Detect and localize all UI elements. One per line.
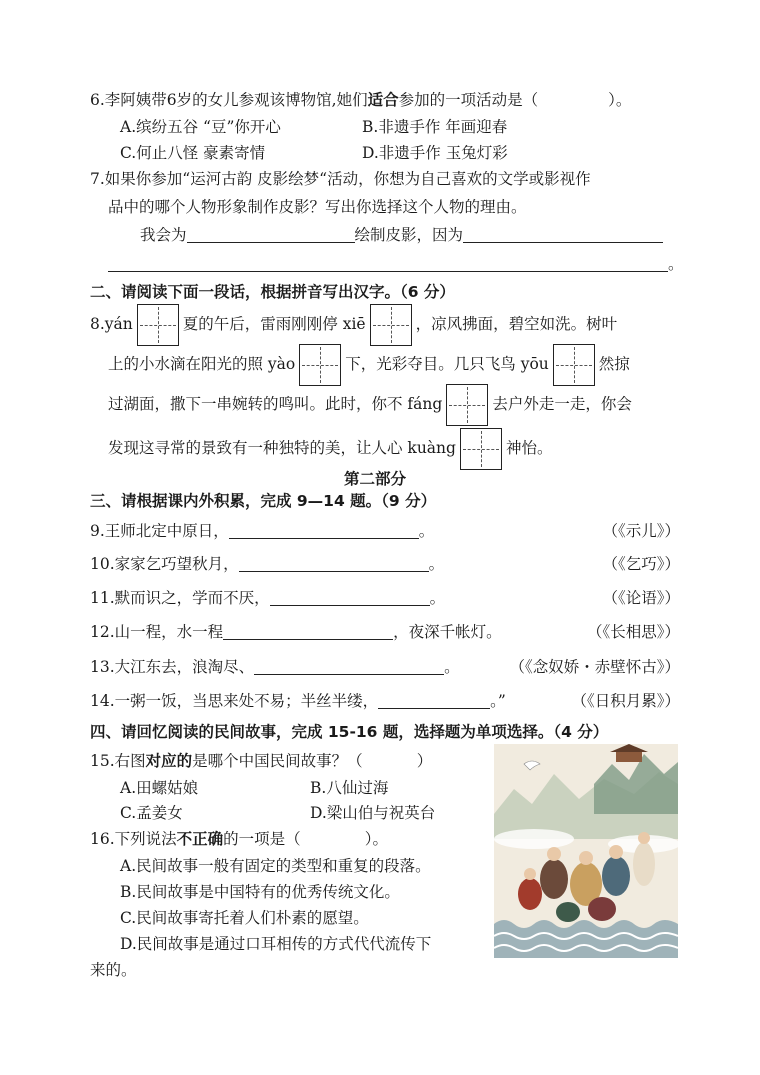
folk-story-illustration [494, 744, 678, 958]
q8-row2: 上的小水滴在阳光的照 yào 下，光彩夺目。几只飞鸟 yōu 然掠 [108, 344, 630, 386]
q8-box-5[interactable] [446, 384, 488, 426]
q8-row4: 发现这寻常的景致有一种独特的美，让人心 kuàng 神怡。 [108, 428, 552, 470]
q13-source: （《念奴娇・赤壁怀古》） [509, 658, 680, 676]
section2-title: 二、请阅读下面一段话，根据拼音写出汉字。（6 分） [90, 283, 455, 301]
q10-blank[interactable] [239, 570, 429, 572]
q11-source: （《论语》） [602, 589, 680, 607]
q6-option-a: A.缤纷五谷 “豆”你开心 [120, 118, 281, 136]
q6-option-b: B.非遗手作 年画迎春 [362, 118, 508, 136]
q8-row3: 过湖面，撒下一串婉转的鸣叫。此时，你不 fáng 去户外走一走，你会 [108, 384, 632, 426]
q8-box-3[interactable] [299, 344, 341, 386]
q11-blank[interactable] [270, 604, 430, 606]
q16-option-b: B.民间故事是中国特有的优秀传统文化。 [120, 883, 400, 901]
q9-source: （《示儿》） [602, 522, 680, 540]
q7-line1: 7.如果你参加“运河古韵 皮影绘梦“活动，你想为自己喜欢的文学或影视作 [90, 170, 591, 188]
q12: 12.山一程，水一程 ，夜深千帐灯。 [90, 623, 502, 641]
q9-blank[interactable] [229, 537, 419, 539]
q8-box-6[interactable] [460, 428, 502, 470]
q12-blank[interactable] [223, 638, 393, 640]
q7-fill-line2: 。 [108, 252, 684, 274]
q13-blank[interactable] [254, 673, 444, 675]
q8-box-4[interactable] [553, 344, 595, 386]
q6-option-c: C.何止八怪 豪素寄情 [120, 144, 266, 162]
q7-fill: 我会为 绘制皮影，因为 [140, 223, 663, 245]
illustration-svg [494, 744, 678, 958]
q14-source: （《日积月累》） [571, 692, 680, 710]
q16-stem: 16.下列说法不正确的一项是（ ）。 [90, 829, 388, 848]
q9: 9.王师北定中原日， 。 [90, 522, 435, 540]
q14-blank[interactable] [378, 707, 490, 709]
q8-box-1[interactable] [137, 304, 179, 346]
q10-source: （《乞巧》） [602, 555, 680, 573]
q8-row1: 8.yán 夏的午后，雷雨刚刚停 xiē ，凉风拂面，碧空如洗。树叶 [90, 304, 617, 346]
q15-option-a: A.田螺姑娘 [120, 779, 199, 797]
q7-blank-reason[interactable] [463, 241, 663, 243]
q16-option-c: C.民间故事寄托着人们朴素的愿望。 [120, 909, 369, 927]
q6-option-d: D.非遗手作 玉兔灯彩 [362, 144, 508, 162]
q16-option-d-cont: 来的。 [90, 961, 137, 979]
section4-title: 四、请回忆阅读的民间故事，完成 15-16 题，选择题为单项选择。（4 分） [90, 723, 609, 741]
q16-option-a: A.民间故事一般有固定的类型和重复的段落。 [120, 857, 431, 875]
q6-stem: 6.李阿姨带6岁的女儿参观该博物馆,她们适合参加的一项活动是（ ）。 [90, 90, 632, 109]
q7-line2: 品中的哪个人物形象制作皮影？写出你选择这个人物的理由。 [108, 198, 527, 216]
q14: 14.一粥一饭，当思来处不易；半丝半缕， 。” [90, 692, 506, 710]
part2-title: 第二部分 [344, 470, 407, 488]
q11: 11.默而识之，学而不厌， 。 [90, 589, 446, 607]
q16-option-d: D.民间故事是通过口耳相传的方式代代流传下 [120, 935, 432, 953]
section3-title: 三、请根据课内外积累，完成 9—14 题。（9 分） [90, 492, 437, 510]
q13: 13.大江东去，浪淘尽、 。 [90, 658, 460, 676]
q10: 10.家家乞巧望秋月， 。 [90, 555, 445, 573]
q7-blank-reason-cont[interactable] [108, 270, 668, 272]
q15-option-d: D.梁山伯与祝英台 [310, 804, 436, 822]
q15-option-c: C.孟姜女 [120, 804, 183, 822]
q15-option-b: B.八仙过海 [310, 779, 389, 797]
q15-stem: 15.右图对应的是哪个中国民间故事？（ ） [90, 751, 433, 770]
q12-source: （《长相思》） [586, 623, 680, 641]
q8-box-2[interactable] [370, 304, 412, 346]
q7-blank-character[interactable] [187, 241, 355, 243]
